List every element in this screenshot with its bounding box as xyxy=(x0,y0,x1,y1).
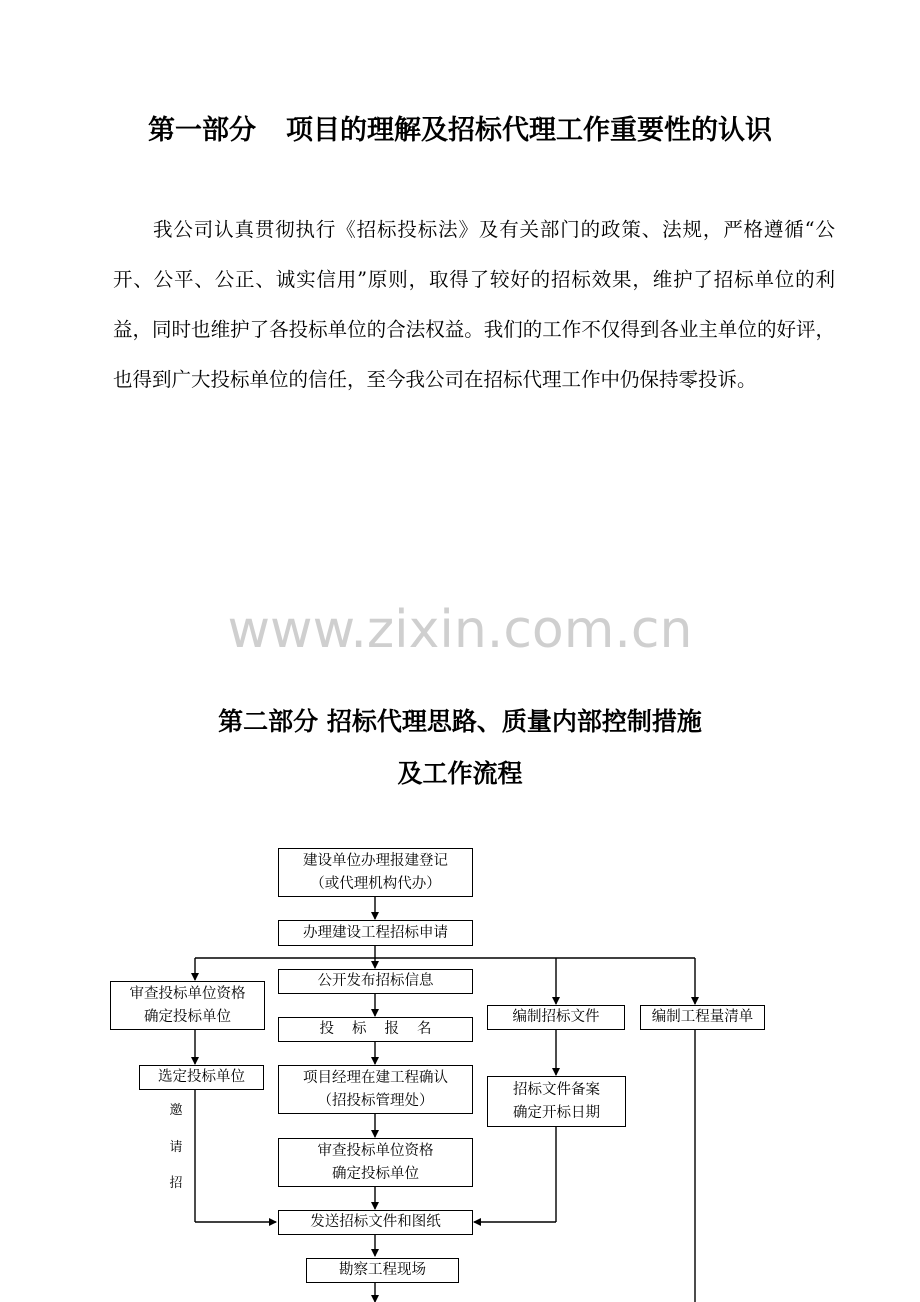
flow-file-record-line2: 确定开标日期 xyxy=(513,1104,600,1121)
part1-paragraph: 我公司认真贯彻执行《招标投标法》及有关部门的政策、法规，严格遵循“公开、公平、公正、诚实信用”原则，取得了较好的招标效果，维护了招标单位的利益，同时也维护了各投标单位的合法权益。我们的工作不仅得到各业主单位的好评，也得到广大投标单位的信任，至今我公司在招标代理工作中仍保持零投诉。 xyxy=(113,218,835,391)
flow-review-left-line2: 确定投标单位 xyxy=(144,1008,231,1025)
flow-apply-box xyxy=(278,920,473,946)
part2-title-line1: 第二部分 招标代理思路、质量内部控制措施 xyxy=(218,707,702,736)
flow-compile-bill-box xyxy=(640,1005,765,1030)
flow-apply-label: 办理建设工程招标申请 xyxy=(303,924,448,941)
part1-title-text: 项目的理解及招标代理工作重要性的认识 xyxy=(286,115,772,146)
part2-title-line2: 及工作流程 xyxy=(397,759,523,788)
flow-invite-char-1: 邀 xyxy=(169,1103,183,1118)
flow-bid-signup-box xyxy=(278,1017,473,1042)
flow-review-left-box xyxy=(110,981,265,1030)
flow-compile-docs-label: 编制招标文件 xyxy=(512,1009,600,1025)
flow-register-line2: （或代理机构代办） xyxy=(310,875,441,892)
flow-invite-char-3: 招 xyxy=(169,1176,183,1191)
flow-review-mid-line1: 审查投标单位资格 xyxy=(317,1142,434,1159)
flow-site-survey-box xyxy=(306,1258,459,1283)
flow-register-line1: 建设单位办理报建登记 xyxy=(303,852,448,869)
flow-pm-confirm-box xyxy=(278,1065,473,1114)
flow-select-bidder-box xyxy=(139,1065,264,1090)
flow-pm-confirm-line2: （招投标管理处） xyxy=(317,1092,434,1109)
flow-compile-bill-label: 编制工程量清单 xyxy=(651,1009,754,1025)
flow-review-mid-box xyxy=(278,1138,473,1187)
flow-invite-char-2: 请 xyxy=(169,1140,183,1155)
flow-pm-confirm-line1: 项目经理在建工程确认 xyxy=(303,1069,448,1086)
flow-review-mid-line2: 确定投标单位 xyxy=(332,1165,419,1182)
flow-select-bidder-label: 选定投标单位 xyxy=(158,1069,245,1085)
flow-compile-docs-box xyxy=(487,1005,625,1030)
flow-file-record-line1: 招标文件备案 xyxy=(513,1081,600,1098)
flow-file-record-box xyxy=(487,1076,626,1127)
flow-publish-label: 公开发布招标信息 xyxy=(317,973,434,989)
watermark: www.zixin.com.cn xyxy=(227,600,693,660)
flow-send-docs-box xyxy=(278,1210,473,1235)
flow-register-box xyxy=(278,848,473,897)
part1-title-number: 第一部分 xyxy=(148,115,256,146)
flow-publish-box xyxy=(278,969,473,994)
flow-site-survey-label: 勘察工程现场 xyxy=(339,1262,426,1278)
flow-bid-signup-label: 投标报名 xyxy=(319,1021,450,1037)
flow-send-docs-label: 发送招标文件和图纸 xyxy=(310,1214,441,1230)
flow-review-left-line1: 审查投标单位资格 xyxy=(129,985,246,1002)
